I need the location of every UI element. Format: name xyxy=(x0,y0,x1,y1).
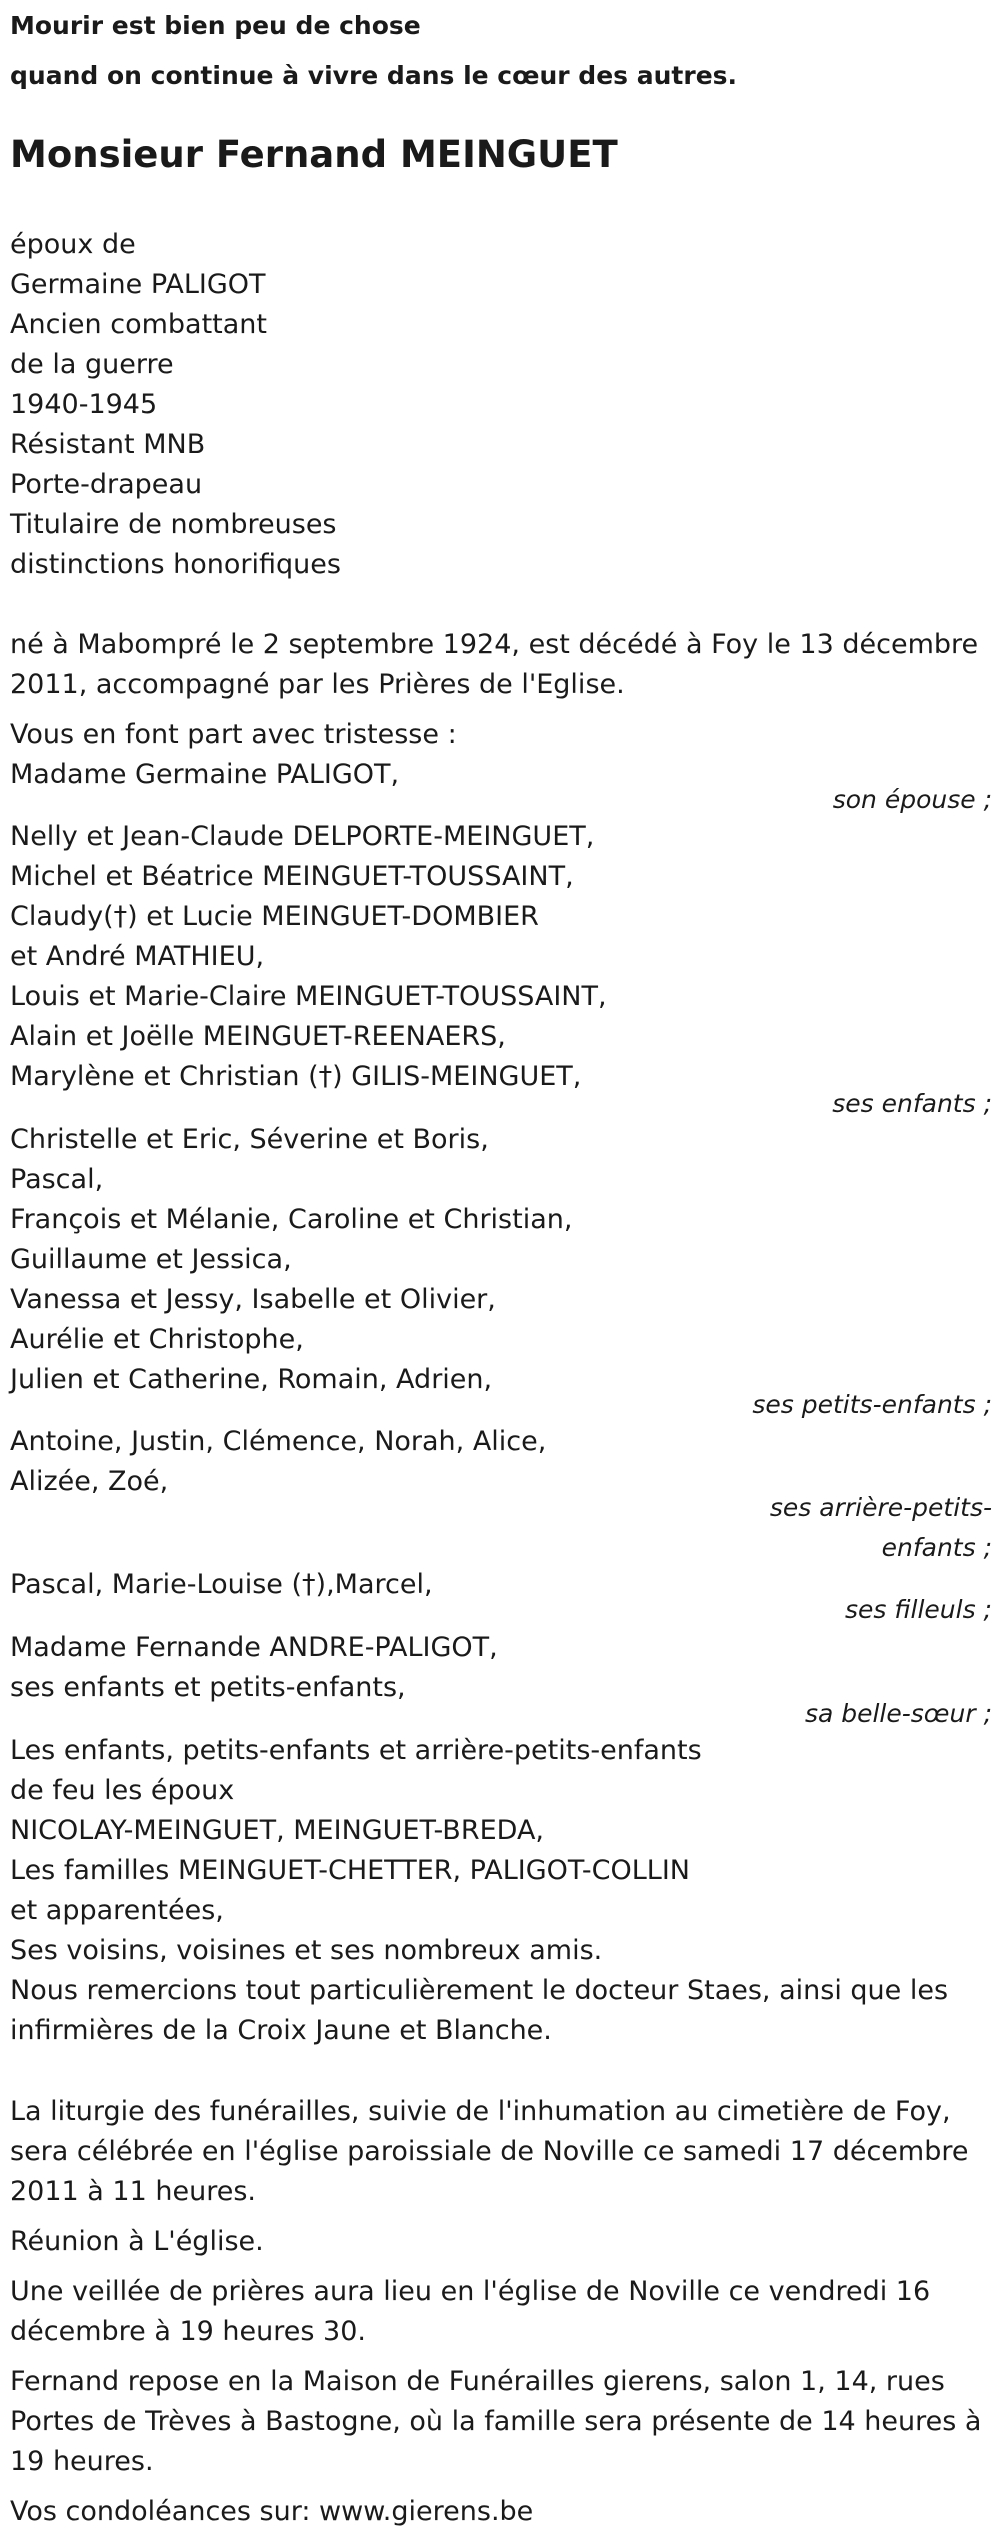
spouse-name: Madame Germaine PALIGOT, xyxy=(10,759,400,790)
grandchild-line: François et Mélanie, Caroline et Christian, xyxy=(10,1204,573,1235)
godchildren-names: Pascal, Marie-Louise (†),Marcel, xyxy=(10,1569,433,1600)
funeral-line: 2011 à 11 heures. xyxy=(10,2176,256,2207)
grandchild-line: Pascal, xyxy=(10,1164,104,1195)
child-line: Marylène et Christian (†) GILIS-MEINGUET, xyxy=(10,1061,582,1092)
title-line: époux de xyxy=(10,229,136,260)
condolences-text: Vos condoléances sur: www.gierens.be xyxy=(10,2496,534,2527)
title-line: Porte-drapeau xyxy=(10,469,203,500)
grandchild-line: Julien et Catherine, Romain, Adrien, xyxy=(10,1364,493,1395)
title-line: Germaine PALIGOT xyxy=(10,269,266,300)
grandchildren-relation: ses petits-enfants ; xyxy=(752,1390,992,1419)
title-line: Résistant MNB xyxy=(10,429,206,460)
funeral-line: La liturgie des funérailles, suivie de l'inhumation au cimetière de Foy, xyxy=(10,2096,951,2127)
families-line: Nous remercions tout particulièrement le docteur Staes, ainsi que les xyxy=(10,1975,949,2006)
announce-text: Vous en font part avec tristesse : xyxy=(10,719,457,750)
grandchild-line: Aurélie et Christophe, xyxy=(10,1324,304,1355)
child-line: Alain et Joëlle MEINGUET-REENAERS, xyxy=(10,1021,506,1052)
godchildren-relation: ses filleuls ; xyxy=(845,1595,992,1624)
great-grandchildren-relation-1: ses arrière-petits- xyxy=(769,1493,992,1522)
child-line: Michel et Béatrice MEINGUET-TOUSSAINT, xyxy=(10,861,574,892)
title-line: 1940-1945 xyxy=(10,389,158,420)
motto-line-2: quand on continue à vivre dans le cœur des autres. xyxy=(10,61,738,90)
birth-death-line: né à Mabompré le 2 septembre 1924, est décédé à Foy le 13 décembre xyxy=(10,629,979,660)
title-line: Titulaire de nombreuses xyxy=(10,509,337,540)
great-grandchild-line: Antoine, Justin, Clémence, Norah, Alice, xyxy=(10,1426,547,1457)
deceased-name: Monsieur Fernand MEINGUET xyxy=(10,133,618,176)
great-grandchild-line: Alizée, Zoé, xyxy=(10,1466,169,1497)
rest-line: Fernand repose en la Maison de Funérailles gierens, salon 1, 14, rues xyxy=(10,2366,945,2397)
funeral-line: sera célébrée en l'église paroissiale de Noville ce samedi 17 décembre xyxy=(10,2136,969,2167)
families-line: de feu les époux xyxy=(10,1775,235,1806)
title-line: Ancien combattant xyxy=(10,309,268,340)
families-line: NICOLAY-MEINGUET, MEINGUET-BREDA, xyxy=(10,1815,545,1846)
child-line: Nelly et Jean-Claude DELPORTE-MEINGUET, xyxy=(10,821,595,852)
rest-line: Portes de Trèves à Bastogne, où la famille sera présente de 14 heures à xyxy=(10,2406,982,2437)
birth-death-line: 2011, accompagné par les Prières de l'Eglise. xyxy=(10,669,625,700)
sister-in-law-line: Madame Fernande ANDRE-PALIGOT, xyxy=(10,1632,498,1663)
families-line: Les enfants, petits-enfants et arrière-petits-enfants xyxy=(10,1735,702,1766)
vigil-line: décembre à 19 heures 30. xyxy=(10,2316,366,2347)
meeting-text: Réunion à L'église. xyxy=(10,2226,264,2257)
vigil-line: Une veillée de prières aura lieu en l'église de Noville ce vendredi 16 xyxy=(10,2276,931,2307)
spouse-relation: son épouse ; xyxy=(832,785,992,814)
child-line: et André MATHIEU, xyxy=(10,941,265,972)
families-line: infirmières de la Croix Jaune et Blanche. xyxy=(10,2015,552,2046)
title-line: de la guerre xyxy=(10,349,174,380)
families-line: Les familles MEINGUET-CHETTER, PALIGOT-COLLIN xyxy=(10,1855,690,1886)
families-line: Ses voisins, voisines et ses nombreux amis. xyxy=(10,1935,603,1966)
grandchild-line: Vanessa et Jessy, Isabelle et Olivier, xyxy=(10,1284,496,1315)
rest-line: 19 heures. xyxy=(10,2446,154,2477)
families-line: et apparentées, xyxy=(10,1895,224,1926)
great-grandchildren-relation-2: enfants ; xyxy=(881,1533,992,1562)
motto-line-1: Mourir est bien peu de chose xyxy=(10,11,421,40)
sister-in-law-relation: sa belle-sœur ; xyxy=(804,1699,992,1728)
sister-in-law-line: ses enfants et petits-enfants, xyxy=(10,1672,406,1703)
title-line: distinctions honorifiques xyxy=(10,549,341,580)
children-relation: ses enfants ; xyxy=(832,1089,992,1118)
child-line: Louis et Marie-Claire MEINGUET-TOUSSAINT, xyxy=(10,981,607,1012)
grandchild-line: Guillaume et Jessica, xyxy=(10,1244,292,1275)
grandchild-line: Christelle et Eric, Séverine et Boris, xyxy=(10,1124,489,1155)
child-line: Claudy(†) et Lucie MEINGUET-DOMBIER xyxy=(10,901,539,932)
